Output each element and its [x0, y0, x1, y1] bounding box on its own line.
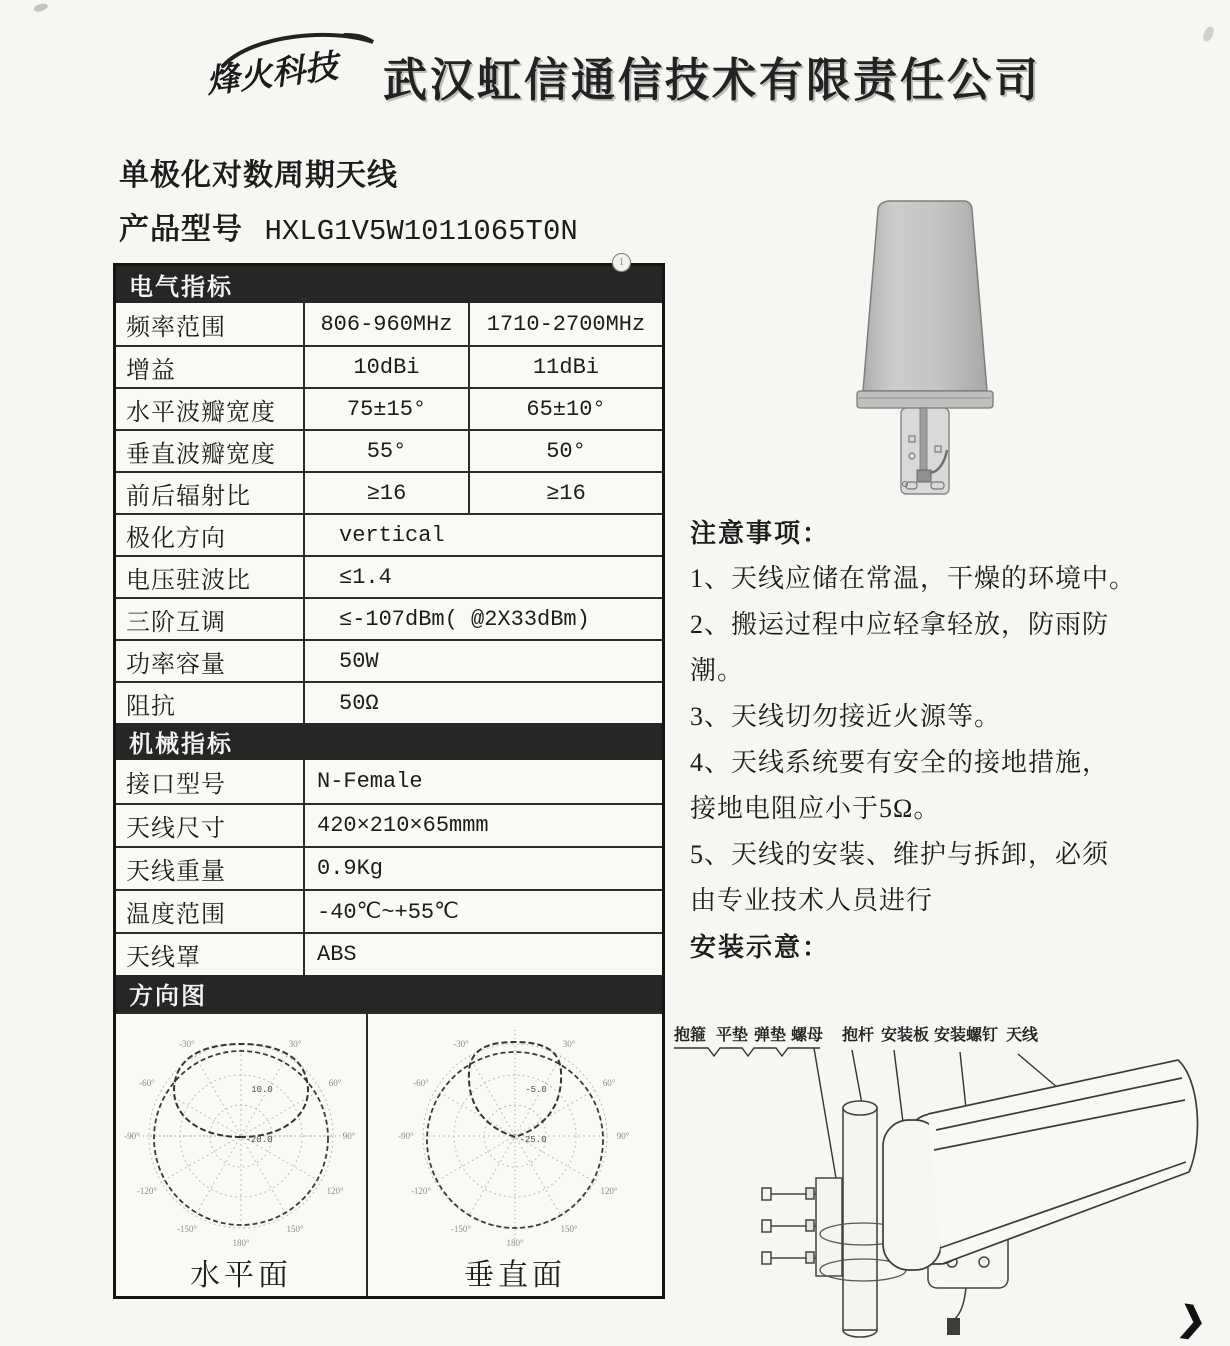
- svg-text:90°: 90°: [342, 1131, 356, 1141]
- spec-value: 0.9Kg: [317, 856, 384, 881]
- note-line: 潮。: [690, 656, 745, 685]
- note-line: 5、天线的安装、维护与拆卸，必须: [690, 840, 1110, 869]
- polar-plot-vertical: [390, 1014, 640, 1254]
- table-row: [116, 597, 662, 639]
- svg-text:90°: 90°: [616, 1131, 630, 1141]
- install-label-mounting-screw: 安装螺钉: [934, 1027, 999, 1044]
- notes-section: [690, 510, 1230, 970]
- install-label-mounting-plate: 安装板: [881, 1027, 930, 1044]
- spec-label: 前后辐射比: [116, 473, 305, 513]
- plot-caption-horizontal: 水平面: [190, 1259, 292, 1292]
- scan-artifact-speck: [33, 2, 48, 13]
- logo-script-text: 烽火科技: [205, 49, 340, 101]
- svg-text:30°: 30°: [288, 1039, 302, 1049]
- notes-title: 注意事项：: [690, 518, 831, 548]
- spec-value: 11dBi: [468, 347, 662, 387]
- svg-text:180°: 180°: [506, 1238, 524, 1248]
- table-row: [116, 387, 662, 429]
- spec-label: 功率容量: [116, 641, 305, 681]
- spec-label: 频率范围: [116, 303, 305, 345]
- table-row: [116, 303, 662, 345]
- install-diagram: [666, 1022, 1230, 1346]
- install-labels: [673, 1025, 1039, 1044]
- radial-scale-label: -5.0: [525, 1085, 547, 1095]
- svg-text:-90°: -90°: [398, 1131, 414, 1141]
- section-bar-mechanical: 机械指标: [116, 723, 662, 760]
- pattern-plots: [116, 1012, 662, 1296]
- spec-value: 50W: [339, 648, 379, 674]
- install-label-pole: 抱杆: [842, 1027, 875, 1044]
- plot-caption-vertical: 垂直面: [464, 1259, 566, 1292]
- note-line: 由专业技术人员进行: [690, 886, 934, 915]
- spec-label: 极化方向: [116, 515, 305, 555]
- polar-plot-horizontal: [116, 1014, 366, 1254]
- spec-label: 天线罩: [116, 934, 305, 975]
- section-bar-electrical: 电气指标: [116, 266, 662, 303]
- spec-label: 垂直波瓣宽度: [116, 431, 305, 471]
- svg-text:-120°: -120°: [136, 1186, 158, 1196]
- spec-label: 天线尺寸: [116, 805, 305, 846]
- svg-text:180°: 180°: [232, 1238, 250, 1248]
- table-row: [116, 513, 662, 555]
- pattern-cell-horizontal: [116, 1014, 368, 1296]
- svg-text:-30°: -30°: [179, 1039, 195, 1049]
- svg-text:-120°: -120°: [410, 1186, 432, 1196]
- spec-table: [113, 263, 665, 1299]
- spec-label: 阻抗: [116, 683, 305, 723]
- spec-value: 10dBi: [353, 354, 420, 380]
- scan-artifact-mark: ❯: [1175, 1299, 1210, 1341]
- svg-text:60°: 60°: [602, 1078, 616, 1088]
- spec-label: 增益: [116, 347, 305, 387]
- install-label-flat-washer: 平垫: [716, 1027, 749, 1044]
- svg-text:150°: 150°: [560, 1224, 578, 1234]
- note-line: 4、天线系统要有安全的接地措施，: [690, 748, 1110, 777]
- scan-artifact-punch-mark: 1: [612, 253, 631, 272]
- spec-value: 1710-2700MHz: [468, 303, 662, 345]
- table-row: [116, 760, 662, 803]
- spec-value: ≤-107dBm( @2X33dBm): [339, 606, 590, 632]
- table-row: [116, 639, 662, 681]
- note-line: 2、搬运过程中应轻拿轻放，防雨防: [690, 610, 1110, 639]
- install-label-spring-washer: 弹垫: [754, 1027, 787, 1044]
- svg-text:-90°: -90°: [124, 1131, 140, 1141]
- radial-scale-label: -20.0: [245, 1135, 273, 1145]
- table-row: [116, 803, 662, 846]
- angle-labels: [124, 1039, 356, 1248]
- product-model-line: [119, 204, 578, 248]
- table-row: [116, 345, 662, 387]
- spec-value: 65±10°: [468, 389, 662, 429]
- spec-label: 接口型号: [116, 760, 305, 803]
- antenna-photo: [830, 188, 1150, 513]
- table-row: [116, 471, 662, 513]
- note-line: 1、天线应储在常温，干燥的环境中。: [690, 564, 1137, 593]
- table-row: [116, 889, 662, 932]
- antenna-photo-drawing: [830, 188, 1150, 508]
- spec-value: 50Ω: [339, 690, 379, 716]
- angle-labels: [398, 1039, 630, 1248]
- spec-label: 温度范围: [116, 891, 305, 932]
- install-title: 安装示意：: [690, 932, 831, 962]
- spec-value: 806-960MHz: [320, 311, 453, 337]
- model-value: HXLG1V5W1011065T0N: [264, 215, 578, 248]
- spec-value: ABS: [317, 942, 357, 967]
- spec-value: N-Female: [317, 769, 423, 794]
- install-label-clamp: 抱箍: [674, 1027, 707, 1044]
- spec-value: ≤1.4: [339, 564, 392, 590]
- spec-value: 75±15°: [346, 396, 427, 422]
- section-bar-pattern: 方向图: [116, 975, 662, 1012]
- note-line: 接地电阻应小于5Ω。: [690, 794, 941, 823]
- note-line: 3、天线切勿接近火源等。: [690, 702, 1002, 731]
- svg-text:-150°: -150°: [450, 1224, 472, 1234]
- svg-text:120°: 120°: [326, 1186, 344, 1196]
- spec-label: 电压驻波比: [116, 557, 305, 597]
- svg-text:-60°: -60°: [413, 1078, 429, 1088]
- spec-value: vertical: [339, 522, 445, 548]
- logo-swoosh-icon: [205, 26, 385, 118]
- svg-text:-60°: -60°: [139, 1078, 155, 1088]
- table-row: [116, 681, 662, 723]
- svg-text:-150°: -150°: [176, 1224, 198, 1234]
- table-row: [116, 429, 662, 471]
- table-row: [116, 932, 662, 975]
- pattern-cell-vertical: [368, 1014, 662, 1296]
- spec-label: 水平波瓣宽度: [116, 389, 305, 429]
- spec-value: -40℃~+55℃: [317, 899, 459, 925]
- spec-label: 三阶互调: [116, 599, 305, 639]
- svg-text:60°: 60°: [328, 1078, 342, 1088]
- scan-artifact-speck: [1201, 25, 1216, 43]
- svg-text:30°: 30°: [562, 1039, 576, 1049]
- install-label-antenna: 天线: [1006, 1027, 1039, 1044]
- radial-scale-label: 10.0: [251, 1085, 273, 1095]
- page-title: 单极化对数周期天线: [119, 159, 398, 192]
- spec-value: ≥16: [366, 480, 407, 506]
- svg-text:150°: 150°: [286, 1224, 304, 1234]
- table-row: [116, 555, 662, 597]
- spec-label: 天线重量: [116, 848, 305, 889]
- svg-text:120°: 120°: [600, 1186, 618, 1196]
- spec-value: 420×210×65mmm: [317, 813, 489, 838]
- model-label: 产品型号: [119, 213, 243, 246]
- company-name: 武汉虹信通信技术有限责任公司: [383, 55, 1041, 107]
- radial-scale-label: -25.0: [519, 1135, 547, 1145]
- svg-text:-30°: -30°: [453, 1039, 469, 1049]
- table-row: [116, 846, 662, 889]
- spec-value: 50°: [468, 431, 662, 471]
- install-label-nut: 螺母: [791, 1027, 824, 1044]
- company-logo: [205, 26, 385, 118]
- spec-value: 55°: [366, 438, 407, 464]
- spec-value: ≥16: [468, 473, 662, 513]
